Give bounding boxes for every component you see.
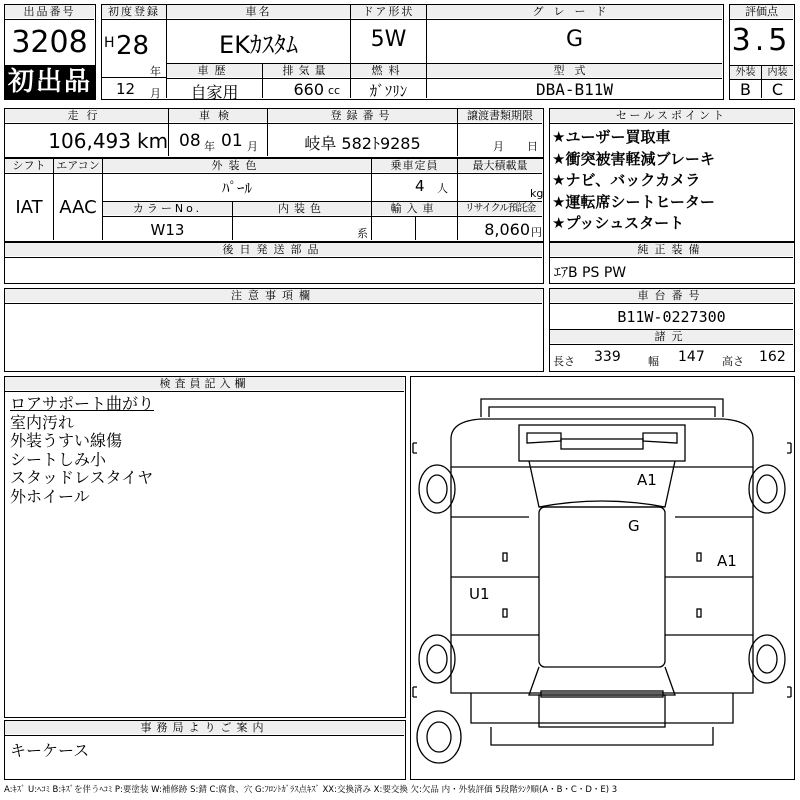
damage-mark-left-side: U1 (469, 585, 490, 603)
equipment-label: 純正装備 (550, 243, 793, 256)
dims-label: 諸元 (550, 330, 793, 343)
load-label: 最大積載量 (458, 159, 542, 172)
door-label: ドア形状 (351, 5, 426, 18)
notes-box (4, 288, 544, 372)
shift: IAT (15, 197, 43, 218)
history-label: 車歴 (167, 64, 262, 77)
inspector-note: 外ホイール (10, 486, 90, 506)
sales-points-box (549, 108, 795, 242)
damage-mark-right-side: A1 (717, 552, 737, 570)
transfer-label: 譲渡書類期限 (458, 109, 542, 122)
first-reg-label: 初度登録 (102, 5, 166, 18)
plate-number: 岐阜 582ﾄ9285 (304, 134, 421, 153)
capacity-unit: 人 (437, 182, 448, 195)
length-label: 長さ (553, 355, 575, 368)
color-number: W13 (150, 221, 185, 239)
recycle-deposit: 8,060 (484, 220, 530, 239)
later-parts-box (4, 242, 544, 284)
office-label: 事務局よりご案内 (5, 721, 404, 734)
plate-label: 登録番号 (268, 109, 457, 122)
chassis-label: 車台番号 (550, 289, 793, 302)
score-label: 評価点 (730, 5, 793, 18)
height: 162 (759, 349, 786, 365)
mileage-unit: km (137, 129, 169, 153)
fuel: ｶﾞｿﾘﾝ (369, 82, 408, 100)
inspector-box (4, 376, 406, 718)
width: 147 (678, 349, 705, 365)
inspector-note: シートしみ小 (10, 449, 107, 469)
score-box (729, 4, 795, 100)
inspection-month-unit: 月 (247, 140, 258, 153)
fuel-label: 燃料 (351, 64, 426, 77)
sales-point-item: ★ユーザー買取車 (552, 128, 671, 146)
car-name-label: 車名 (167, 5, 350, 18)
equipment: ｴｱB PS PW (554, 265, 627, 281)
transfer-month-unit: 月 (493, 140, 504, 153)
chassis-box (549, 288, 795, 372)
width-label: 幅 (648, 355, 659, 368)
inspection-year-unit: 年 (204, 140, 215, 153)
sales-point-item: ★運転席シートヒーター (552, 192, 715, 211)
mileage: 106,493 (48, 129, 131, 153)
inspector-label: 検査員記入欄 (5, 377, 404, 390)
transfer-day-unit: 日 (527, 140, 538, 153)
interior-grade: C (771, 80, 784, 99)
recycle-unit: 円 (531, 226, 542, 239)
int-color-unit: 系 (357, 227, 368, 240)
door-type: 5W (370, 27, 407, 52)
displacement-label: 排気量 (263, 64, 350, 77)
aircon: AAC (59, 197, 97, 218)
notes-label: 注意事項欄 (5, 289, 542, 302)
sales-point-item: ★衝突被害軽減ブレーキ (552, 149, 715, 168)
equipment-box (549, 242, 795, 284)
recycle-label: リサイクル預託金 (458, 202, 542, 215)
legend: A:ｷｽﾞ U:ﾍｺﾐ B:ｷｽﾞを伴うﾍｺﾐ P:要塗装 W:補修跡 S:錆 C:腐食、穴 G:ﾌﾛﾝﾄｶﾞﾗｽ点ｷｽﾞ XX:交換済み X:要交換 欠:欠品 内・外装評価 5段階ﾗﾝｸ順(A・B・C・D・E) 3 (4, 785, 618, 795)
height-label: 高さ (722, 355, 744, 368)
inspector-note: 外装うすい線傷 (10, 431, 123, 450)
grade-label: グレード (427, 5, 722, 18)
first-reg-year: 28 (116, 31, 150, 61)
score: 3.5 (731, 23, 792, 58)
lot-number-label: 出品番号 (5, 5, 94, 18)
history: 自家用 (190, 83, 239, 102)
inspection-month: 01 (221, 131, 243, 151)
ext-color-label: 外装色 (103, 159, 371, 172)
inspector-notes (10, 395, 154, 506)
sales-point-item: ★プッシュスタート (552, 214, 685, 232)
lot-number-box (4, 4, 96, 100)
load-unit: kg (530, 187, 544, 200)
car-name: EKｶｽﾀﾑ (219, 31, 298, 59)
sales-points-label: セールスポイント (550, 109, 793, 122)
displacement: 660 (293, 80, 324, 99)
inspector-note: ロアサポート曲がり (10, 394, 155, 413)
car-diagram-box (410, 376, 795, 780)
era: H (104, 35, 115, 51)
inspector-note: スタッドレスタイヤ (10, 468, 154, 487)
year-unit: 年 (150, 65, 161, 78)
model-label: 型式 (427, 64, 722, 77)
shift-label: シフト (5, 159, 53, 172)
displacement-unit: cc (328, 84, 341, 97)
inspector-note: 室内汚れ (10, 412, 75, 432)
later-parts-label: 後日発送部品 (5, 243, 542, 256)
first-reg-month: 12 (116, 80, 136, 98)
sales-points-list (552, 127, 715, 235)
car-diagram (411, 377, 793, 778)
month-unit: 月 (150, 87, 161, 100)
exterior-grade: B (740, 80, 751, 99)
capacity: 4 (415, 177, 425, 195)
vehicle-detail-box (4, 158, 544, 242)
ext-color: ﾊﾟｰﾙ (221, 179, 252, 197)
import-label: 輸入車 (372, 202, 457, 215)
inspection-year: 08 (179, 131, 201, 151)
mileage-box (4, 108, 544, 158)
chassis-number: B11W-0227300 (617, 308, 726, 326)
lot-number: 3208 (11, 25, 88, 60)
interior-label: 内装 (762, 66, 793, 79)
inspection-label: 車検 (169, 109, 267, 122)
aircon-label: エアコン (54, 159, 102, 172)
first-listing-badge: 初出品 (4, 65, 96, 99)
spec-box (101, 4, 724, 100)
damage-mark-windshield: G (628, 517, 640, 535)
exterior-label: 外装 (730, 66, 761, 79)
capacity-label: 乗車定員 (372, 159, 457, 172)
mileage-label: 走行 (5, 109, 168, 122)
int-color-label: 内装色 (233, 202, 371, 215)
sales-point-item: ★ナビ、バックカメラ (552, 171, 701, 189)
length: 339 (594, 349, 621, 365)
model-code: DBA-B11W (535, 80, 614, 99)
office-note: キーケース (10, 741, 90, 760)
damage-mark-roof: A1 (637, 471, 657, 489)
office-box (4, 720, 406, 780)
grade: G (565, 27, 584, 52)
color-no-label: カラーNo. (103, 202, 232, 215)
